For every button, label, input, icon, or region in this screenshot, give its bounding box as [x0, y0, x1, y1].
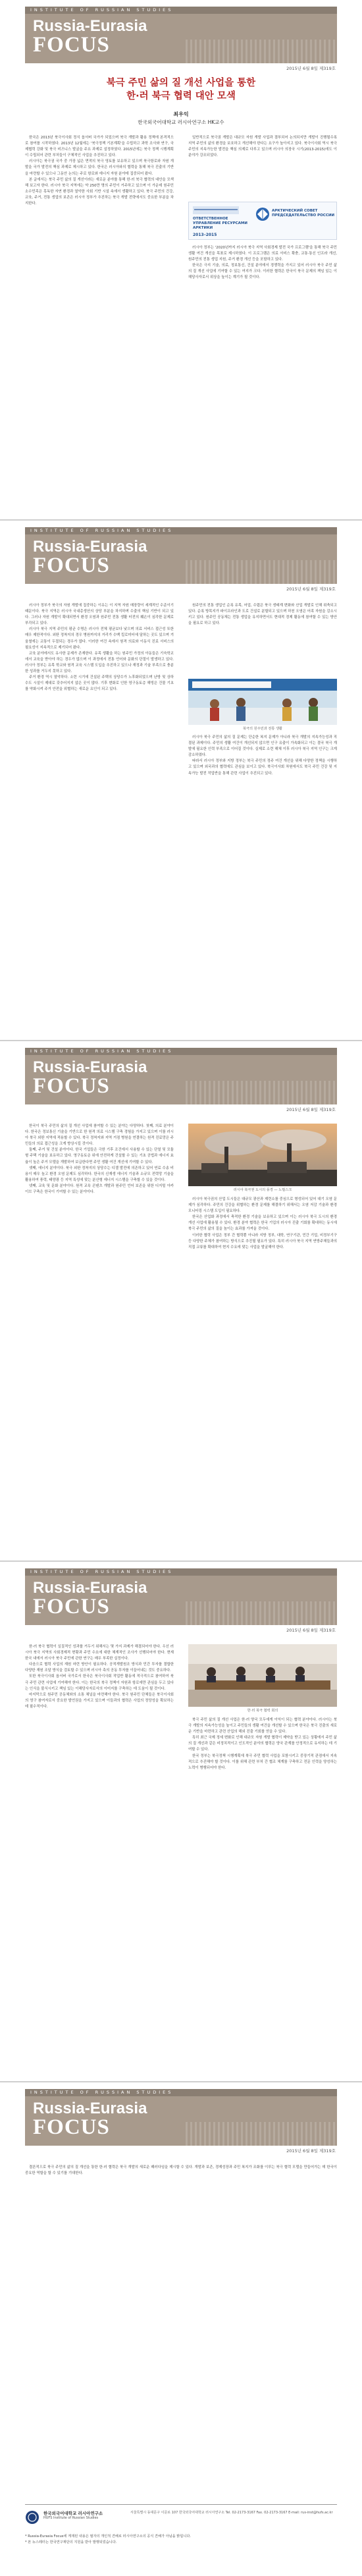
paragraph: 본 글에서는 북극 주민 삶의 질 개선이라는 새로운 분야를 통해 한·러 북극 협력의 대안을 모색해 보고자 한다. 러시아 북극 지역에는 약 250만 명의 주민이 거주하고 있으며 이 가운데 원주민 소수민족은 혹독한 자연 환경과 열악한 사회 기반 시설 속에서 생활하고 있다. 북극 주민의 건강, 교육, 주거, 전통 생업의 보존은 러시아 정부가 추진하는 북극 개발 전략에서도 중요한 부분을 차지한다. [25, 177, 174, 206]
header-title-line2: FOCUS [33, 1074, 110, 1098]
paragraph: 일반적으로 북극권 개발은 대규모 자원 개발 사업과 결부되어 논의되지만 개발이 진행될수록 지역 주민의 삶의 환경을 보호하고 개선해야 한다는 요구가 높아지고 있다. 북극이사회 역시 북극 주민의 지속가능한 발전을 핵심 의제로 다루고 있으며 러시아 의장국 시기(2013-2015)에도 이 분야가 강조되었다. [188, 136, 337, 158]
paragraph: 러시아는 북극권 국가 중 가장 넓은 면적의 북극 영토를 보유하고 있으며 북극항로와 자원 개발을 국가 발전의 핵심 과제로 제시하고 있다. 한국은 러시아와의 협력을 통해 북극 진출의 기반을 마련할 수 있으나 그동안 논의는 주로 항로와 에너지 자원 분야에 집중되어 왔다. [25, 159, 174, 176]
header-title-line2: FOCUS [33, 2115, 110, 2139]
photo-graphic [188, 679, 337, 725]
header-strip: INSTITUTE OF RUSSIAN STUDIES [25, 1048, 337, 1055]
meeting-photo [188, 1644, 337, 1707]
newsletter-header [25, 1048, 337, 1104]
header-decoration [186, 1601, 337, 1625]
page2-right-column-bottom [188, 735, 337, 972]
issue-number: 2015년 6월 8일 제319호 [286, 2148, 336, 2154]
paragraph: 둘째, 주거 및 건설 분야이다. 한국 기업들은 극한 기후 조건에서 사용할 수 있는 단열 및 모듈형 주택 기술을 보유하고 있다. 영구동토층 위에 안전하게 건설할 수 있는 기초 공법과 에너지 효율이 높은 주거 모델을 개발하여 보급한다면 주민 생활 여건 개선에 기여할 수 있다. [25, 1148, 174, 1164]
issue-number: 2015년 6월 8일 제319호 [286, 66, 336, 71]
photo-graphic [188, 1124, 337, 1186]
page-5 [0, 2082, 362, 2574]
page-2 [0, 521, 362, 1041]
disclaimer-note: * Russia-Eurasia Focus에 게재된 내용은 필자의 개인적 견해로 러시아연구소의 공식 견해가 아님을 밝힙니다. [25, 2534, 191, 2538]
page3-left-column [25, 1124, 174, 1493]
institute-name: 한국외국어대학교 러시아연구소 [43, 2511, 103, 2516]
paragraph: 한국이 북극 주민의 삶의 질 개선 사업에 참여할 수 있는 분야는 다양하다. 첫째, 의료 분야이다. 한국은 정보통신 기술을 기반으로 한 원격 의료 시스템 구축 경험을 가지고 있으며 이를 러시아 북극 외딴 지역에 적용할 수 있다. 북극 정착지와 지역 거점 병원을 연결하는 원격 진료망은 주민들의 의료 접근성을 크게 향상시킬 것이다. [25, 1124, 174, 1147]
newsletter-header [25, 527, 337, 584]
header-decoration [186, 1081, 337, 1104]
paragraph: 이러한 협력 사업은 정부 간 협력뿐 아니라 지방 정부, 대학, 연구기관, 민간 기업, 비정부기구 등 다양한 주체가 참여하는 방식으로 추진될 필요가 있다. 특히 러시아 북극 지역 연방주체들과의 직접 교류를 확대하여 현지 수요에 맞는 사업을 발굴해야 한다. [188, 1233, 337, 1249]
article-title-line1: 북극 주민 삶의 질 개선 사업을 통한 [106, 78, 256, 88]
paragraph: 러시아 북극권의 산업 도시들은 대규모 광산과 제련소를 중심으로 형성되어 있어 대기 오염 문제가 심각하다. 주민의 건강을 위협하는 환경 문제를 해결하기 위해서는 오염 저감 기술과 환경 모니터링 시스템 도입이 필요하다. [188, 1197, 337, 1214]
institute-logo-icon [25, 2510, 39, 2525]
photo-graphic [188, 1644, 337, 1707]
page2-left-column [25, 603, 174, 972]
header-title-line2: FOCUS [33, 1595, 110, 1618]
paragraph: 한국은 극지 기술, 의료, 정보통신, 건설 분야에서 경쟁력을 가지고 있어 러시아 북극 주민 삶의 질 개선 사업에 기여할 수 있는 여지가 크다. 이러한 협력은 한국이 북극 문제의 책임 있는 이해당사자로서 위상을 높이는 계기가 될 것이다. [188, 264, 337, 280]
article-title-line2: 한·러 북극 협력 대안 모색 [126, 91, 236, 101]
author-affiliation: 한국외국어대학교 러시아연구소 HK교수 [138, 119, 224, 125]
logo-text-right: АРКТИЧЕСКИЙ СОВЕТ ПРЕДСЕДАТЕЛЬСТВО РОССИИ [272, 209, 335, 217]
header-strip: INSTITUTE OF RUSSIAN STUDIES [25, 7, 337, 14]
paragraph: 교육 분야에서도 유사한 문제가 존재한다. 유목 생활을 하는 원주민 가정의 아동들은 기숙학교에서 교육을 받아야 하는 경우가 많으며 이 과정에서 전통 언어와 문화의 단절이 발생하고 있다. 러시아 정부는 유목 학교와 원격 교육 시스템 도입을 추진하고 있으나 재정과 기술 부족으로 충분한 성과를 거두지 못하고 있다. [25, 651, 174, 674]
logo-years: 2013–2015 [193, 233, 217, 237]
paragraph: 러시아 북극 지역 주민의 평균 수명은 러시아 전체 평균보다 낮으며 의료 서비스 접근성 또한 매우 제한적이다. 외딴 정착지의 경우 병원까지의 거리가 수백 킬로미터에 달하는 곳도 있으며 겨울철에는 교통이 두절되는 경우가 많다. 이러한 여건 속에서 원격 의료와 이동식 진료 서비스의 필요성이 지속적으로 제기되어 왔다. [25, 627, 174, 650]
header-decoration [186, 560, 337, 584]
header-title-line1: Russia-Eurasia [33, 2100, 147, 2117]
paragraph: 결론적으로 북극 주민의 삶의 질 개선을 통한 한·러 협력은 북극 개발의 새로운 패러다임을 제시할 수 있다. 개발과 보존, 경제성장과 주민 복지가 조화를 이루는 북극 협력 모델을 만들어가는 데 한국이 중요한 역할을 할 수 있기를 기대한다. [25, 2165, 337, 2176]
paragraph: 또한 북극이사회 옵서버 국가로서 한국은 북극이사회 작업반 활동에 적극적으로 참여하여 북극 주민 관련 사업에 기여해야 한다. 이는 한국의 북극 정책이 자원과 항로에만 관심을 두고 있다는 인식을 불식시키고 책임 있는 이해당사자로서의 이미지를 구축하는 데 도움이 될 것이다. [25, 1674, 174, 1691]
newsletter-header [25, 1568, 337, 1625]
page4-left-column [25, 1644, 174, 2013]
header-title-line1: Russia-Eurasia [33, 17, 147, 35]
industrial-city-photo [188, 1124, 337, 1186]
header-title-line1: Russia-Eurasia [33, 538, 147, 556]
issue-number: 2015년 6월 8일 제319호 [286, 1628, 336, 1633]
header-title-line2: FOCUS [33, 33, 110, 57]
paragraph: 한국은 산업화 과정에서 축적한 환경 기술을 보유하고 있으며 이는 러시아 북극 도시의 환경 개선 사업에 활용될 수 있다. 환경 분야 협력은 한국 기업의 러시아 진출 기회를 확대하는 동시에 북극 주민의 삶의 질을 높이는 효과를 가져올 것이다. [188, 1215, 337, 1232]
header-strip: INSTITUTE OF RUSSIAN STUDIES [25, 2089, 337, 2096]
newsletter-header [25, 7, 337, 63]
newsletter-footer [25, 2504, 337, 2544]
arctic-people-photo [188, 679, 337, 725]
paragraph: 원주민의 전통 생업인 순록 유목, 어업, 수렵은 북극 생태계 변화와 산업 개발로 인해 위축되고 있다. 순록 방목지가 파이프라인과 도로 건설로 분할되고 있으며 하천 오염은 어족 자원을 감소시키고 있다. 원주민 공동체는 전통 생업을 유지하면서도 현대적 경제 활동에 참여할 수 있는 방안을 필요로 하고 있다. [188, 604, 337, 626]
page2-right-column-top [188, 603, 337, 675]
paragraph: 한국 정부는 북극정책 시행계획에 북극 주민 협력 사업을 포함시키고 중장기적 관점에서 지속적으로 추진해야 할 것이다. 이를 위해 관련 부처 간 협조 체계를 구축하고 전문 인력을 양성하는 노력이 병행되어야 한다. [188, 1754, 337, 1770]
institute-name-en: HUFS Institute of Russian Studies [43, 2516, 99, 2520]
page1-right-column-top [188, 135, 337, 198]
header-decoration [186, 40, 337, 63]
page3-right-column [188, 1197, 337, 1493]
paragraph: 한·러 북극 협력이 실질적인 성과를 거두기 위해서는 몇 가지 과제가 해결되어야 한다. 우선 러시아 북극 지역의 사회경제적 현황과 주민 수요에 대한 체계적인 조사가 선행되어야 한다. 현재 한국 내에서 러시아 북극 주민에 관한 연구는 매우 부족한 실정이다. [25, 1645, 174, 1661]
header-title-line2: FOCUS [33, 554, 110, 577]
header-strip: INSTITUTE OF RUSSIAN STUDIES [25, 527, 337, 534]
page-4 [0, 1562, 362, 2082]
byline [25, 111, 337, 127]
issue-number: 2015년 6월 8일 제319호 [286, 587, 336, 592]
header-title-line1: Russia-Eurasia [33, 1579, 147, 1597]
page5-column [25, 2165, 337, 2204]
arctic-council-logo [188, 202, 337, 240]
footer-notes [25, 2534, 337, 2546]
page4-right-column [188, 1717, 337, 2014]
logo-text-left: ОТВЕТСТВЕННОЕ УПРАВЛЕНИЕ РЕСУРСАМИ АРКТИКИ [193, 217, 247, 230]
photo-caption: 북극의 원주민과 전통 생활 [242, 727, 283, 731]
author-name: 최우익 [173, 111, 189, 117]
paragraph: 따라서 러시아 정부와 지방 정부는 북극 주민의 정주 여건 개선을 위해 다양한 정책을 시행하고 있으며 외국과의 협력에도 관심을 보이고 있다. 북극이사회 차원에서도 북극 주민 건강 및 지속가능 발전 작업반을 통해 관련 사업이 추진되고 있다. [188, 759, 337, 776]
article-title [25, 76, 337, 103]
paragraph: 주거 환경 역시 열악하다. 소련 시기에 건설된 주택의 상당수가 노후화되었으며 난방 및 상하수도 시설이 제대로 갖추어지지 않은 곳이 많다. 기후 변화로 인한 영구동토층 해빙은 건물 기초를 약화시켜 주거 안전을 위협하는 새로운 요인이 되고 있다. [25, 675, 174, 692]
page-1 [0, 0, 362, 521]
paragraph: 러시아 북극 주민의 삶의 질 문제는 단순한 복지 문제가 아니라 북극 개발의 지속가능성과 직결된 과제이다. 주민의 생활 여건이 개선되지 않으면 인구 유출이 가속화되고 이는 결국 북극 개발에 필요한 인력 부족으로 이어질 것이다. 실제로 소련 해체 이후 러시아 북극 지역 인구는 크게 감소하였다. [188, 735, 337, 758]
paragraph: 다음으로 협력 사업의 재원 마련 방안이 필요하다. 공적개발원조 방식과 민간 투자를 결합한 다양한 재원 조달 방식을 검토할 수 있으며 러시아 측의 공동 투자를 이끌어내는 것도 중요하다. [25, 1663, 174, 1673]
paragraph: 러시아 정부는 '2020년까지 러시아 북극 지역 사회경제 발전 국가 프로그램'을 통해 북극 주민 생활 여건 개선을 목표로 제시하였다. 이 프로그램은 의료 서비스 확충, 교통·통신 인프라 개선, 원주민의 전통 생업 지원, 주거 환경 개선 등을 포함하고 있다. [188, 246, 337, 262]
header-title-line1: Russia-Eurasia [33, 1058, 147, 1076]
page-3 [0, 1041, 362, 1562]
paragraph: 한국은 2013년 북극이사회 정식 옵서버 국가가 되었으며 북극 개발과 활용 정책에 본격적으로 참여를 시작하였다. 2013년 12월에는 '북극정책 기본계획'을 수립하고 과학 조사와 연구, 국제협력 강화 및 북극 비즈니스 발굴을 주요 과제로 설정하였다. 2015년에는 북극 정책 시행계획이 수립되어 관련 부처들이 구체적인 사업을 추진하고 있다. [25, 136, 174, 158]
institute-address: 서울특별시 동대문구 이문로 107 한국외국어대학교 러시아연구소 Tel. 02-2173-3167 Fax. 02-2173-3167 E-mail: rus-inst@hufs.ac.kr [130, 2511, 333, 2515]
paragraph: 넷째, 교육 및 문화 분야이다. 원격 교육 콘텐츠 개발과 원주민 언어 보존을 위한 디지털 아카이브 구축은 한국이 기여할 수 있는 분야이다. [25, 1184, 174, 1195]
header-strip: INSTITUTE OF RUSSIAN STUDIES [25, 1568, 337, 1576]
paragraph: 러시아 정부가 북극의 자원 개발에 집중하는 이유는 이 지역 자원 매장량이 세계적인 수준이기 때문이다. 북극 지역은 러시아 국내총생산의 상당 부분을 차지하며 수출의 핵심 기반이 되고 있다. 그러나 자원 개발이 확대되면서 환경 오염과 원주민 전통 생활 터전의 훼손이 심각한 문제로 부각되고 있다. [25, 604, 174, 626]
paragraph: 마지막으로 원주민 공동체와의 소통 채널을 마련해야 한다. 북극 원주민 단체들은 북극이사회의 영구 참여자로서 중요한 발언권을 가지고 있으며 이들과의 협력은 사업의 정당성을 확보하는 데 필수적이다. [25, 1692, 174, 1709]
paragraph: 특히 최근 국제 정세 변화로 인해 대규모 자원 개발 협력이 제약을 받고 있는 상황에서 주민 삶의 질 개선과 같은 비정치적이고 인도적인 분야의 협력은 양국 관계를 안정적으로 유지하는 데 기여할 수 있다. [188, 1736, 337, 1752]
photo-caption: 한·러 북극 협력 회의 [247, 1709, 278, 1713]
newsletter-header [25, 2089, 337, 2146]
funding-note: * 본 뉴스레터는 한국연구재단의 지원을 받아 발행되었습니다. [25, 2540, 117, 2544]
header-decoration [186, 2122, 337, 2146]
page1-right-column-bottom [188, 245, 337, 412]
paragraph: 북극 주민 삶의 질 개선 사업은 한·러 양국 모두에게 이익이 되는 협력 분야이다. 러시아는 북극 개발의 지속가능성을 높이고 주민들의 생활 여건을 개선할 수 있으며 한국은 북극 진출의 새로운 기반을 마련하고 관련 산업의 해외 진출 기회를 얻을 수 있다. [188, 1718, 337, 1734]
issue-number: 2015년 6월 8일 제319호 [286, 1107, 336, 1112]
paragraph: 셋째, 에너지 분야이다. 북극 외딴 정착지의 상당수는 디젤 발전에 의존하고 있어 연료 수송 비용이 매우 높고 환경 오염 문제도 심각하다. 한국의 신재생 에너지 기술과 소규모 전력망 기술을 활용하여 풍력, 태양광 등 지역 특성에 맞는 분산형 에너지 시스템을 구축할 수 있을 것이다. [25, 1166, 174, 1182]
page1-left-column [25, 135, 174, 412]
photo-caption: 러시아 북극권 도시의 풍경 — 노릴스크 [233, 1188, 292, 1192]
